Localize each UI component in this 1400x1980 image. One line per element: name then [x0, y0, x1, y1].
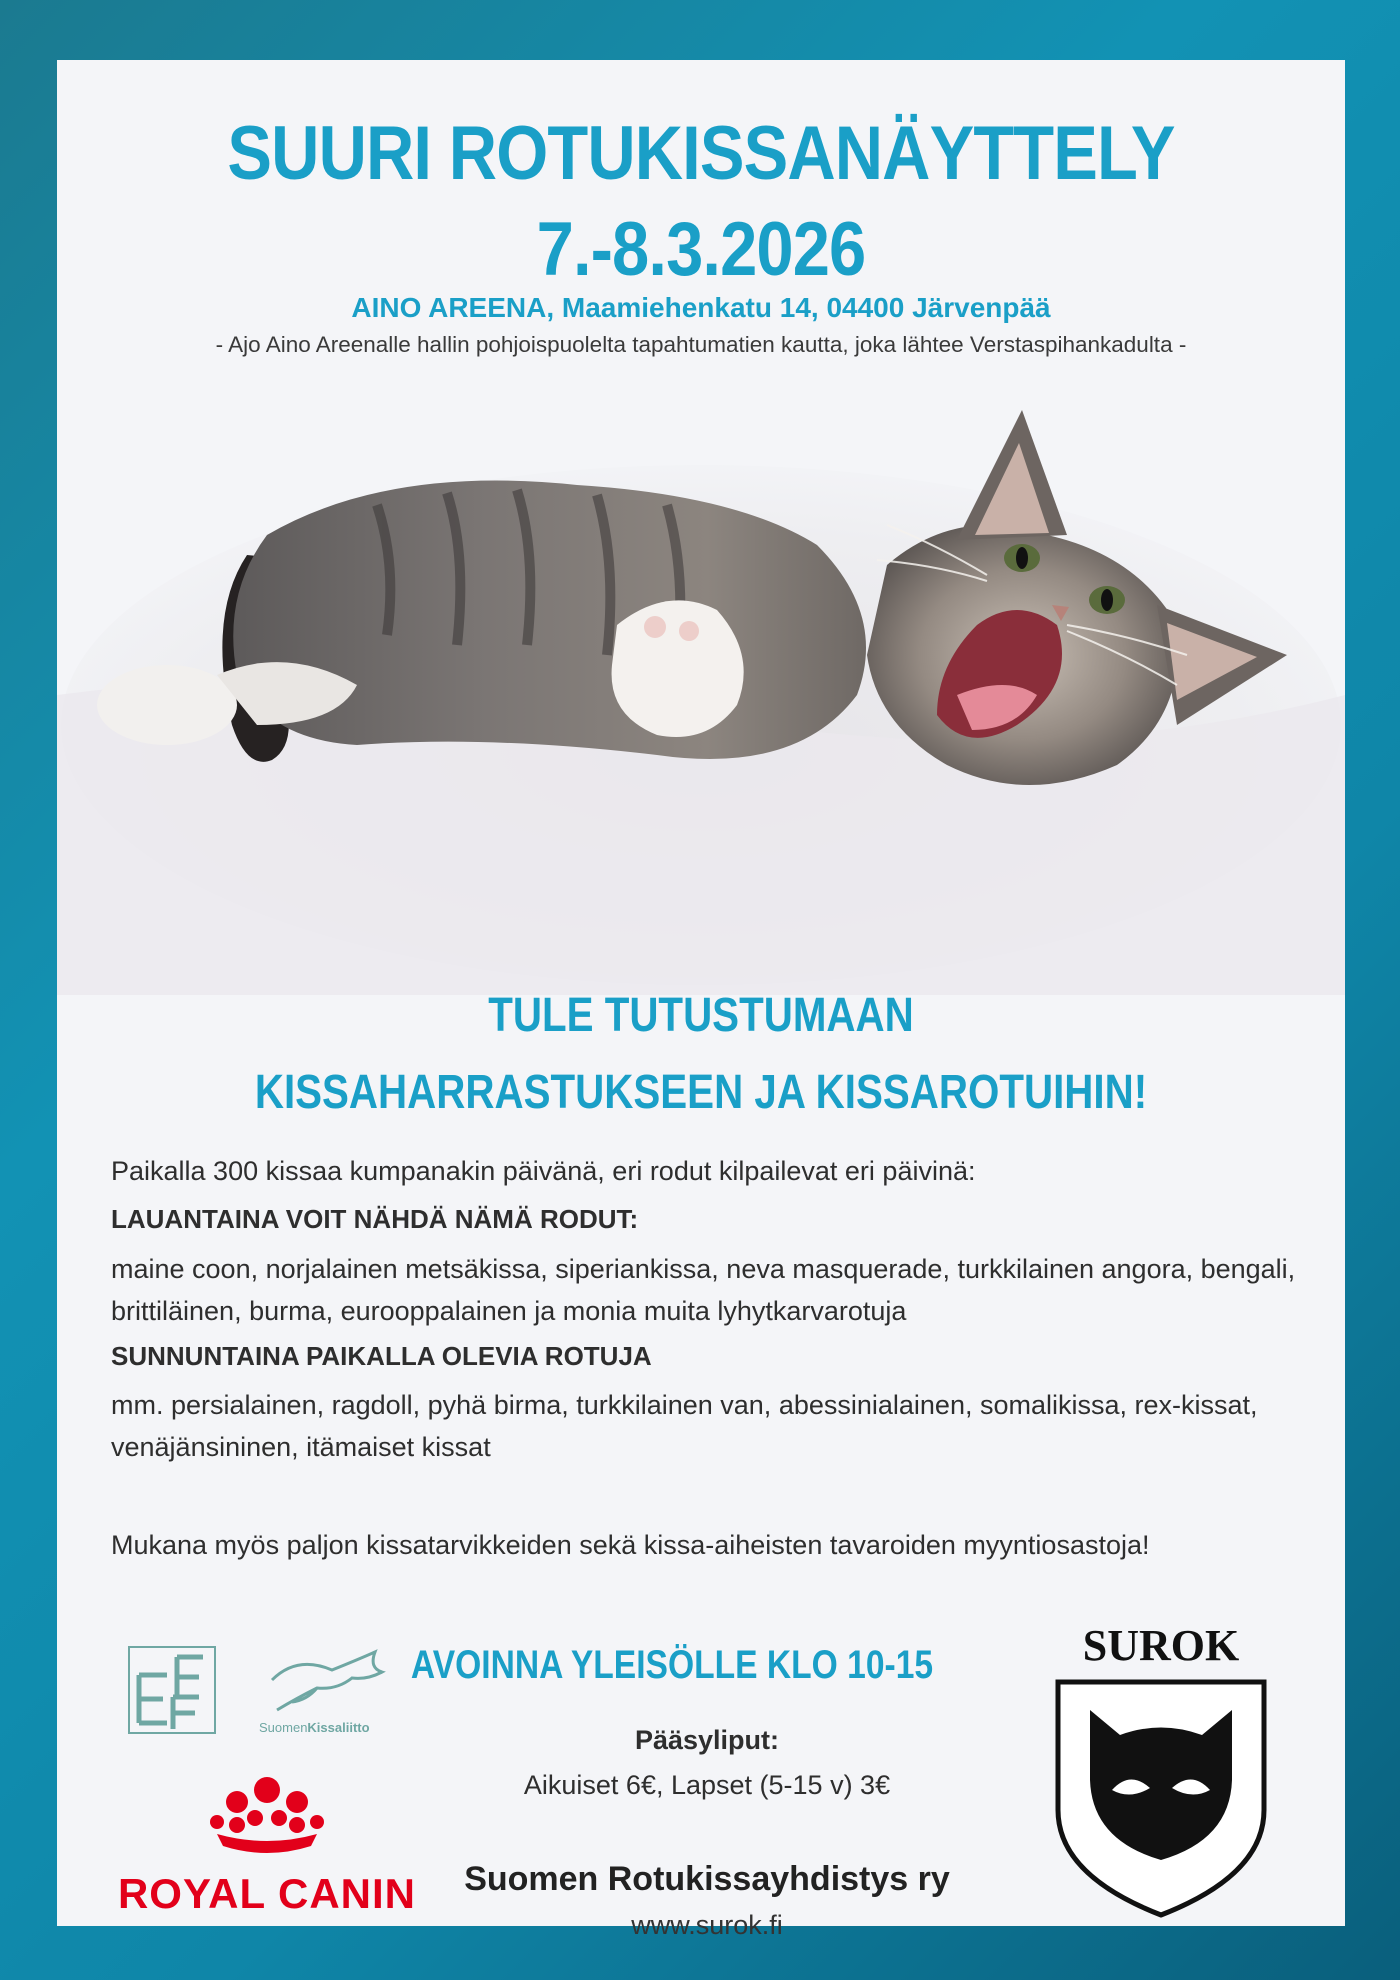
ticket-prices: Aikuiset 6€, Lapset (5-15 v) 3€ [523, 1770, 891, 1800]
organizer-name: Suomen Rotukissayhdistys ry [464, 1860, 950, 1898]
invite-heading-line1: TULE TUTUSTUMAAN [488, 989, 914, 1042]
kitten-body [233, 481, 866, 759]
event-date: 7.-8.3.2026 [536, 207, 866, 292]
kitten-hind-paw [97, 665, 237, 745]
driving-directions: - Ajo Aino Areenalle hallin pohjoispuolelta tapahtumatien kautta, joka lähtee Verstaspihankadulta - [215, 332, 1187, 357]
sunday-breeds: mm. persialainen, ragdoll, pyhä birma, turkkilainen van, abessinialainen, somalikissa, rex-kissat, venäjänsininen, itämaiset kissat [111, 1390, 1258, 1462]
kissaliitto-prefix: Suomen [259, 1720, 308, 1735]
venue-address: AINO AREENA, Maamiehenkatu 14, 04400 Järvenpää [351, 292, 1051, 323]
tickets-heading: Pääsyliput: [634, 1725, 780, 1755]
svg-text:SuomenKissaliitto [259, 1720, 370, 1735]
fife-logo [127, 1645, 217, 1735]
website-link[interactable]: www.surok.fi [631, 1910, 783, 1940]
sunday-heading: SUNNUNTAINA PAIKALLA OLEVIA ROTUJA [111, 1341, 652, 1371]
event-title: SUURI ROTUKISSANÄYTTELY [227, 111, 1175, 196]
surok-logo [1050, 1620, 1272, 1920]
opening-hours: AVOINNA YLEISÖLLE KLO 10-15 [410, 1643, 934, 1687]
shops-text: Mukana myös paljon kissatarvikkeiden sekä kissa-aiheisten tavaroiden myyntiosastoja! [111, 1530, 1150, 1560]
saturday-breeds: maine coon, norjalainen metsäkissa, siperiankissa, neva masquerade, turkkilainen angora, bengali, brittiläinen, burma, eurooppalainen ja monia muita lyhytkarvarotuja [111, 1254, 1296, 1326]
kitten-front-paw [612, 600, 744, 737]
crown-icon [210, 1777, 324, 1853]
surok-wordmark: SUROK [1082, 1621, 1240, 1670]
kissaliitto-logo [257, 1640, 397, 1740]
saturday-heading: LAUANTAINA VOIT NÄHDÄ NÄMÄ RODUT: [111, 1204, 639, 1234]
kissaliitto-name: Kissaliitto [307, 1720, 370, 1735]
royal-canin-wordmark: ROYAL CANIN [117, 1870, 417, 1917]
intro-text: Paikalla 300 kissaa kumpanakin päivänä, eri rodut kilpailevat eri päivinä: [111, 1156, 976, 1186]
running-cat-icon [272, 1652, 382, 1710]
kitten-photo [57, 395, 1345, 995]
invite-heading-line2: KISSAHARRASTUKSEEN JA KISSAROTUIHIN! [254, 1066, 1148, 1119]
poster-sheet [57, 60, 1345, 1940]
royal-canin-logo [97, 1770, 437, 1940]
